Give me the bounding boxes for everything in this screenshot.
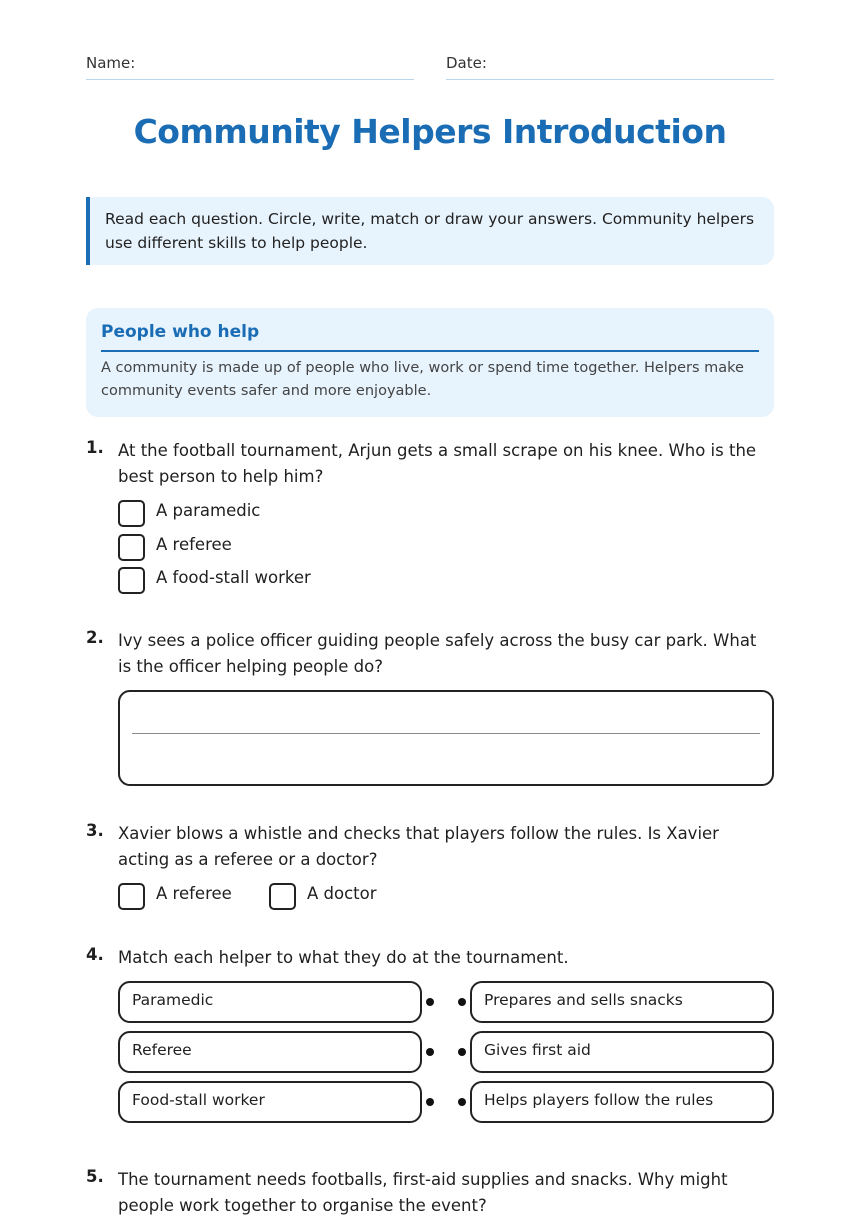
question-5 xyxy=(86,1167,774,1216)
answer-box[interactable] xyxy=(118,690,774,786)
match-dot-left[interactable] xyxy=(426,1048,434,1056)
info-heading: People who help xyxy=(101,322,759,352)
match-dot-right[interactable] xyxy=(458,1098,466,1106)
question-4 xyxy=(86,945,774,1125)
checkbox[interactable] xyxy=(118,534,145,561)
question-text: Match each helper to what they do at the tournament. xyxy=(118,948,569,967)
info-text: A community is made up of people who live, work or spend time together. Helpers make community events safer and more enjoyable. xyxy=(101,360,744,399)
checkbox[interactable] xyxy=(118,500,145,527)
info-box xyxy=(86,308,774,417)
page-title: Community Helpers Introduction xyxy=(133,112,727,151)
question-2 xyxy=(86,628,774,788)
match-dot-left[interactable] xyxy=(426,998,434,1006)
match-dot-left[interactable] xyxy=(426,1098,434,1106)
option-label: A referee xyxy=(156,535,232,554)
checkbox[interactable] xyxy=(269,883,296,910)
date-label: Date: xyxy=(446,54,487,72)
question-number: 1. xyxy=(86,438,104,457)
instructions-box: Read each question. Circle, write, match or draw your answers. Community helpers use different skills to help people. xyxy=(86,197,774,265)
question-3 xyxy=(86,821,774,916)
question-number: 5. xyxy=(86,1167,104,1186)
question-number: 3. xyxy=(86,821,104,840)
question-text: The tournament needs footballs, first-aid supplies and snacks. Why might people work together to organise the event? xyxy=(118,1170,728,1215)
name-label: Name: xyxy=(86,54,136,72)
match-helper-item[interactable]: Referee xyxy=(118,1031,422,1073)
question-text: Ivy sees a police officer guiding people safely across the busy car park. What is the officer helping people do? xyxy=(118,631,757,676)
question-number: 2. xyxy=(86,628,104,647)
header-fields xyxy=(86,54,774,80)
date-field[interactable] xyxy=(446,54,774,80)
checkbox[interactable] xyxy=(118,883,145,910)
option-label: A food-stall worker xyxy=(156,568,311,587)
answer-line xyxy=(132,733,760,734)
question-text: Xavier blows a whistle and checks that players follow the rules. Is Xavier acting as a referee or a doctor? xyxy=(118,824,719,869)
match-helper-item[interactable]: Food-stall worker xyxy=(118,1081,422,1123)
checkbox[interactable] xyxy=(118,567,145,594)
match-task-item[interactable]: Helps players follow the rules xyxy=(470,1081,774,1123)
option-label: A paramedic xyxy=(156,501,261,520)
option-label: A referee xyxy=(156,884,232,903)
name-field[interactable] xyxy=(86,54,414,80)
match-helper-item[interactable]: Paramedic xyxy=(118,981,422,1023)
question-number: 4. xyxy=(86,945,104,964)
match-task-item[interactable]: Gives first aid xyxy=(470,1031,774,1073)
match-dot-right[interactable] xyxy=(458,998,466,1006)
match-dot-right[interactable] xyxy=(458,1048,466,1056)
question-text: At the football tournament, Arjun gets a small scrape on his knee. Who is the best person to help him? xyxy=(118,441,757,486)
match-task-item[interactable]: Prepares and sells snacks xyxy=(470,981,774,1023)
question-1 xyxy=(86,438,774,598)
option-label: A doctor xyxy=(307,884,377,903)
